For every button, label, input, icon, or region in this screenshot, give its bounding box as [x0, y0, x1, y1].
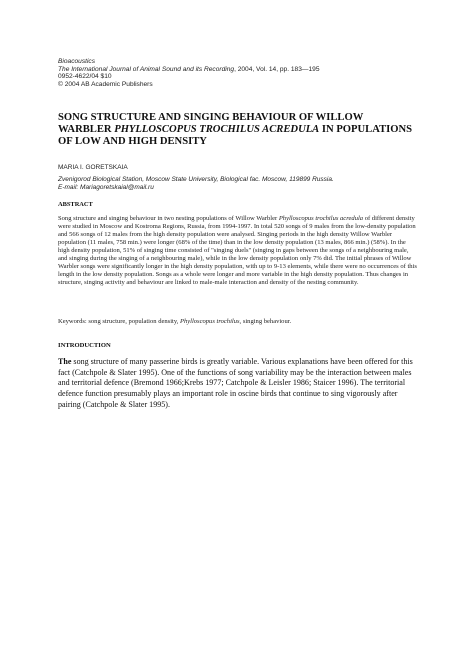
abstract-species: Phylloscopus trochilus acredula	[278, 215, 364, 222]
journal-citation	[58, 66, 428, 74]
journal-header	[58, 58, 428, 88]
keywords-text-b: , singing behaviour.	[239, 318, 292, 325]
author-affiliation	[58, 176, 428, 192]
journal-name: Bioacoustics	[58, 58, 96, 65]
title-species: PHYLLOSCOPUS TROCHILUS ACREDULA	[114, 124, 320, 136]
author-email: E-mail: Mariagoretskaial@mail.ru	[58, 184, 154, 191]
abstract-text-a: Song structure and singing behaviour in two nesting populations of Willow Warbler	[58, 215, 279, 222]
keywords	[58, 318, 418, 326]
introduction-body	[58, 357, 420, 411]
introduction-text: song structure of many passerine birds is greatly variable. Various explanations have been offered for this fact (Catchpole & Slater 1995). One of the functions of song variability may be the interaction between males and territorial defence (Bremond 1966;Krebs 1977; Catchpole & Leisler 1986; Staicer 1996). The territorial defence function presumably plays an important role in oscine birds that continue to sing vigorously after pairing (Catchpole & Slater 1995).	[58, 357, 413, 409]
journal-copyright: © 2004 AB Academic Publishers	[58, 80, 153, 88]
abstract-text-b: of different density were studied in Moscow and Kostroma Regions, Russia, from 1994-1997. In total 520 songs of 9 males from the low-density population and 566 songs of 12 males from the high density population were analysed. Singing periods in the high density Willow Warbler population (11 males, 758 min.) were longer (68% of the time) than in the low density population (13 males, 866 min.) (58%). In the high density population, 51% of singing time consisted of "singing duels" (singing in gaps between the songs of a neighbouring male, and singing during the singing of a neighbouring male), while in the low density population only 7% did. The initial phrases of Willow Warbler songs were significantly longer in the high density population, with up to 9-13 elements, while there were no occurrences of this length in the low density population. Songs as a whole were longer and more variable in the high density population. Thus changes in structure, singing activity and behaviour are linked to male-male interaction and density of the nesting community.	[58, 215, 417, 287]
journal-citation-title: The International Journal of Animal Sound and its Recording	[58, 65, 235, 73]
introduction-lead: The	[58, 357, 72, 366]
abstract-body	[58, 215, 418, 287]
title-part-2: IN POPULATIONS OF LOW AND HIGH DENSITY	[58, 124, 413, 148]
title-part-1: SONG STRUCTURE AND SINGING BEHAVIOUR OF WILLOW WARBLER	[58, 112, 364, 136]
keywords-species: Phylloscopus trochilus	[179, 318, 240, 325]
abstract-heading: ABSTRACT	[58, 201, 93, 208]
affiliation-address: Zvenigorod Biological Station, Moscow State University, Biological fac. Moscow, 119899 Russia.	[58, 176, 334, 183]
article-title	[58, 112, 418, 149]
journal-citation-volume: , 2004, Vol. 14, pp. 183—195	[234, 65, 320, 73]
journal-issn: 0952-4622/04 $10	[58, 73, 112, 81]
introduction-heading: INTRODUCTION	[58, 342, 111, 349]
author-name: MARIA I. GORETSKAIA	[58, 164, 128, 171]
keywords-text-a: Keywords: song structure, population density,	[58, 318, 180, 325]
